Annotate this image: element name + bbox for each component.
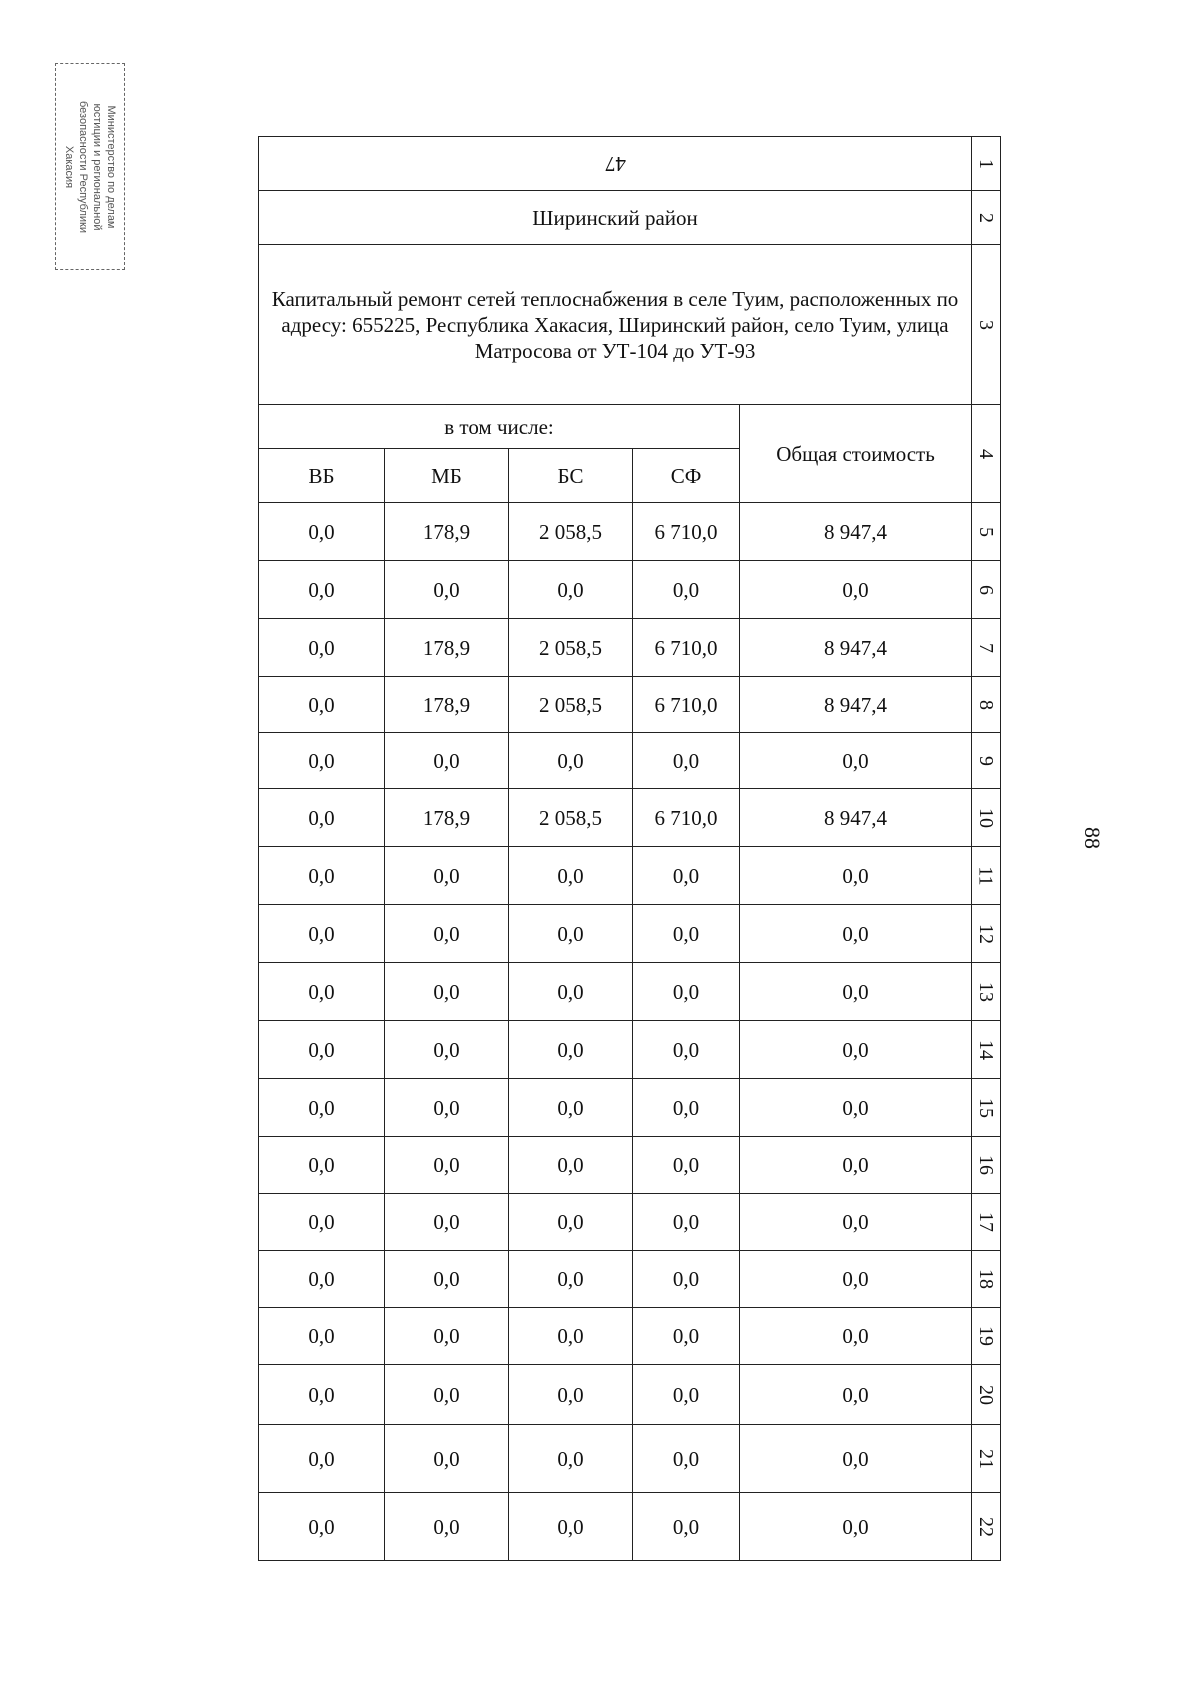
cell-vb: 0,0: [259, 963, 385, 1021]
column-header-sf: СФ: [633, 449, 740, 503]
row-number: 15: [975, 1097, 998, 1118]
row-number: 12: [975, 923, 998, 944]
cell-mb: 0,0: [385, 1308, 509, 1365]
row-number: 6: [975, 584, 998, 595]
row-number-cell: [972, 847, 1001, 905]
cell-sf: 0,0: [633, 963, 740, 1021]
cell-total: 0,0: [740, 1194, 972, 1251]
row-number: 2: [975, 212, 998, 223]
row-number: 14: [975, 1039, 998, 1060]
table-row: [259, 847, 1001, 905]
table-row: [259, 1365, 1001, 1425]
row-number-cell: [972, 245, 1001, 405]
cell-vb: 0,0: [259, 1493, 385, 1561]
row-number: 11: [975, 865, 998, 886]
cell-sf: 0,0: [633, 1194, 740, 1251]
table-row: [259, 789, 1001, 847]
cell-bs: 0,0: [509, 1194, 633, 1251]
cell-mb: 0,0: [385, 1493, 509, 1561]
cell-sf: 0,0: [633, 1251, 740, 1308]
stamp-text: [62, 67, 118, 267]
cell-mb: 0,0: [385, 1365, 509, 1425]
table-row: [259, 733, 1001, 789]
project-row: [259, 245, 1001, 405]
row-number-cell: [972, 191, 1001, 245]
cell-sf: 0,0: [633, 1021, 740, 1079]
total-cost-header: Общая стоимость: [740, 405, 972, 503]
cell-vb: 0,0: [259, 561, 385, 619]
cell-mb: 0,0: [385, 1425, 509, 1493]
cell-mb: 0,0: [385, 1137, 509, 1194]
cell-sf: 0,0: [633, 905, 740, 963]
cell-bs: 0,0: [509, 1493, 633, 1561]
cell-mb: 0,0: [385, 905, 509, 963]
row-number: 10: [975, 807, 998, 828]
row-number: 1: [975, 158, 998, 169]
row-number-cell: [972, 1308, 1001, 1365]
column-header-vb: ВБ: [259, 449, 385, 503]
cell-mb: 178,9: [385, 503, 509, 561]
cell-mb: 0,0: [385, 561, 509, 619]
cell-mb: 178,9: [385, 789, 509, 847]
row-number: 22: [975, 1516, 998, 1537]
cell-bs: 2 058,5: [509, 619, 633, 677]
cell-bs: 2 058,5: [509, 503, 633, 561]
column-header-bs: БС: [509, 449, 633, 503]
table-row: [259, 905, 1001, 963]
cell-mb: 0,0: [385, 847, 509, 905]
cell-sf: 6 710,0: [633, 619, 740, 677]
cell-sf: 0,0: [633, 1137, 740, 1194]
cell-sf: 0,0: [633, 733, 740, 789]
cell-bs: 0,0: [509, 1137, 633, 1194]
stamp-line: Хакасия: [63, 145, 75, 188]
cell-mb: 178,9: [385, 677, 509, 733]
cell-sf: 0,0: [633, 1079, 740, 1137]
table-row: [259, 503, 1001, 561]
cell-total: 0,0: [740, 733, 972, 789]
object-number: 47: [604, 151, 626, 176]
table-row: [259, 677, 1001, 733]
row-number-cell: [972, 137, 1001, 191]
column-header-mb: МБ: [385, 449, 509, 503]
table-row: [259, 1137, 1001, 1194]
cell-sf: 6 710,0: [633, 789, 740, 847]
cell-vb: 0,0: [259, 1365, 385, 1425]
row-number: 7: [975, 642, 998, 653]
row-number: 9: [975, 755, 998, 766]
row-number: 17: [975, 1212, 998, 1232]
cell-mb: 178,9: [385, 619, 509, 677]
cell-vb: 0,0: [259, 733, 385, 789]
cell-sf: 0,0: [633, 847, 740, 905]
cost-table: [258, 136, 1001, 1561]
cell-sf: 0,0: [633, 1493, 740, 1561]
cell-sf: 0,0: [633, 1308, 740, 1365]
table-row: [259, 1308, 1001, 1365]
table-row: [259, 1021, 1001, 1079]
stamp-line: Министерство по делам: [105, 104, 117, 228]
cell-sf: 0,0: [633, 1365, 740, 1425]
row-number-cell: [972, 405, 1001, 503]
row-number: 20: [975, 1384, 998, 1405]
cell-total: 0,0: [740, 561, 972, 619]
page-number: 88: [1080, 827, 1105, 849]
cell-bs: 2 058,5: [509, 677, 633, 733]
row-number-cell: [972, 1493, 1001, 1561]
cell-bs: 0,0: [509, 905, 633, 963]
table-row: [259, 1194, 1001, 1251]
cell-vb: 0,0: [259, 1021, 385, 1079]
cell-total: 8 947,4: [740, 503, 972, 561]
registration-stamp: [55, 63, 125, 270]
cell-vb: 0,0: [259, 847, 385, 905]
cell-vb: 0,0: [259, 1137, 385, 1194]
cell-mb: 0,0: [385, 963, 509, 1021]
cell-bs: 0,0: [509, 1425, 633, 1493]
cell-bs: 0,0: [509, 1251, 633, 1308]
row-number-cell: [972, 963, 1001, 1021]
cell-vb: 0,0: [259, 789, 385, 847]
cell-mb: 0,0: [385, 1194, 509, 1251]
cell-sf: 6 710,0: [633, 677, 740, 733]
cell-mb: 0,0: [385, 733, 509, 789]
cell-vb: 0,0: [259, 1194, 385, 1251]
cell-vb: 0,0: [259, 1425, 385, 1493]
cell-mb: 0,0: [385, 1251, 509, 1308]
cell-total: 0,0: [740, 1137, 972, 1194]
cell-sf: 0,0: [633, 1425, 740, 1493]
row-number-cell: [972, 1425, 1001, 1493]
cell-total: 0,0: [740, 1251, 972, 1308]
cell-sf: 6 710,0: [633, 503, 740, 561]
row-number-cell: [972, 1194, 1001, 1251]
cell-vb: 0,0: [259, 1079, 385, 1137]
row-number-cell: [972, 789, 1001, 847]
cell-vb: 0,0: [259, 1251, 385, 1308]
cell-mb: 0,0: [385, 1079, 509, 1137]
row-number-cell: [972, 1365, 1001, 1425]
row-number: 4: [975, 448, 998, 459]
stamp-line: юстиции и региональной: [91, 103, 103, 230]
cell-bs: 0,0: [509, 1365, 633, 1425]
object-number-row: [259, 137, 1001, 191]
cell-bs: 0,0: [509, 1079, 633, 1137]
cell-bs: 0,0: [509, 963, 633, 1021]
cell-bs: 0,0: [509, 847, 633, 905]
cell-vb: 0,0: [259, 677, 385, 733]
row-number: 21: [975, 1448, 998, 1469]
row-number-cell: [972, 1137, 1001, 1194]
row-number-cell: [972, 561, 1001, 619]
cell-total: 8 947,4: [740, 677, 972, 733]
cell-vb: 0,0: [259, 503, 385, 561]
row-number: 8: [975, 699, 998, 710]
cell-bs: 2 058,5: [509, 789, 633, 847]
row-number-cell: [972, 503, 1001, 561]
cell-vb: 0,0: [259, 619, 385, 677]
cell-total: 0,0: [740, 1308, 972, 1365]
group-header-row: [259, 405, 1001, 449]
table-row: [259, 1493, 1001, 1561]
row-number: 19: [975, 1326, 998, 1346]
cell-bs: 0,0: [509, 1308, 633, 1365]
cell-total: 8 947,4: [740, 789, 972, 847]
group-header: в том числе:: [259, 405, 740, 449]
cell-vb: 0,0: [259, 905, 385, 963]
cell-total: 8 947,4: [740, 619, 972, 677]
cell-total: 0,0: [740, 1425, 972, 1493]
cell-bs: 0,0: [509, 561, 633, 619]
cell-bs: 0,0: [509, 1021, 633, 1079]
stamp-line: безопасности Республики: [77, 100, 89, 233]
cell-sf: 0,0: [633, 561, 740, 619]
cell-bs: 0,0: [509, 733, 633, 789]
row-number: 3: [975, 319, 998, 330]
table-row: [259, 561, 1001, 619]
table-row: [259, 963, 1001, 1021]
cell-total: 0,0: [740, 1493, 972, 1561]
cell-total: 0,0: [740, 1079, 972, 1137]
row-number: 18: [975, 1269, 998, 1289]
cell-total: 0,0: [740, 1021, 972, 1079]
cell-vb: 0,0: [259, 1308, 385, 1365]
row-number: 5: [975, 526, 998, 537]
table-row: [259, 619, 1001, 677]
table-row: [259, 1251, 1001, 1308]
district-name: Ширинский район: [259, 191, 972, 245]
object-number-cell: [259, 137, 972, 191]
row-number: 13: [975, 981, 998, 1002]
project-name: Капитальный ремонт сетей теплоснабжения в селе Туим, расположенных по адресу: 655225, Республика Хакасия, Ширинский район, село Туим, улица Матросова от УТ-104 до УТ-93: [259, 245, 972, 405]
cell-total: 0,0: [740, 847, 972, 905]
cell-total: 0,0: [740, 905, 972, 963]
row-number-cell: [972, 733, 1001, 789]
cell-total: 0,0: [740, 1365, 972, 1425]
row-number: 16: [975, 1155, 998, 1175]
row-number-cell: [972, 905, 1001, 963]
table-row: [259, 1079, 1001, 1137]
district-row: [259, 191, 1001, 245]
row-number-cell: [972, 1079, 1001, 1137]
row-number-cell: [972, 1251, 1001, 1308]
table-row: [259, 1425, 1001, 1493]
row-number-cell: [972, 1021, 1001, 1079]
row-number-cell: [972, 619, 1001, 677]
row-number-cell: [972, 677, 1001, 733]
cell-total: 0,0: [740, 963, 972, 1021]
cell-mb: 0,0: [385, 1021, 509, 1079]
